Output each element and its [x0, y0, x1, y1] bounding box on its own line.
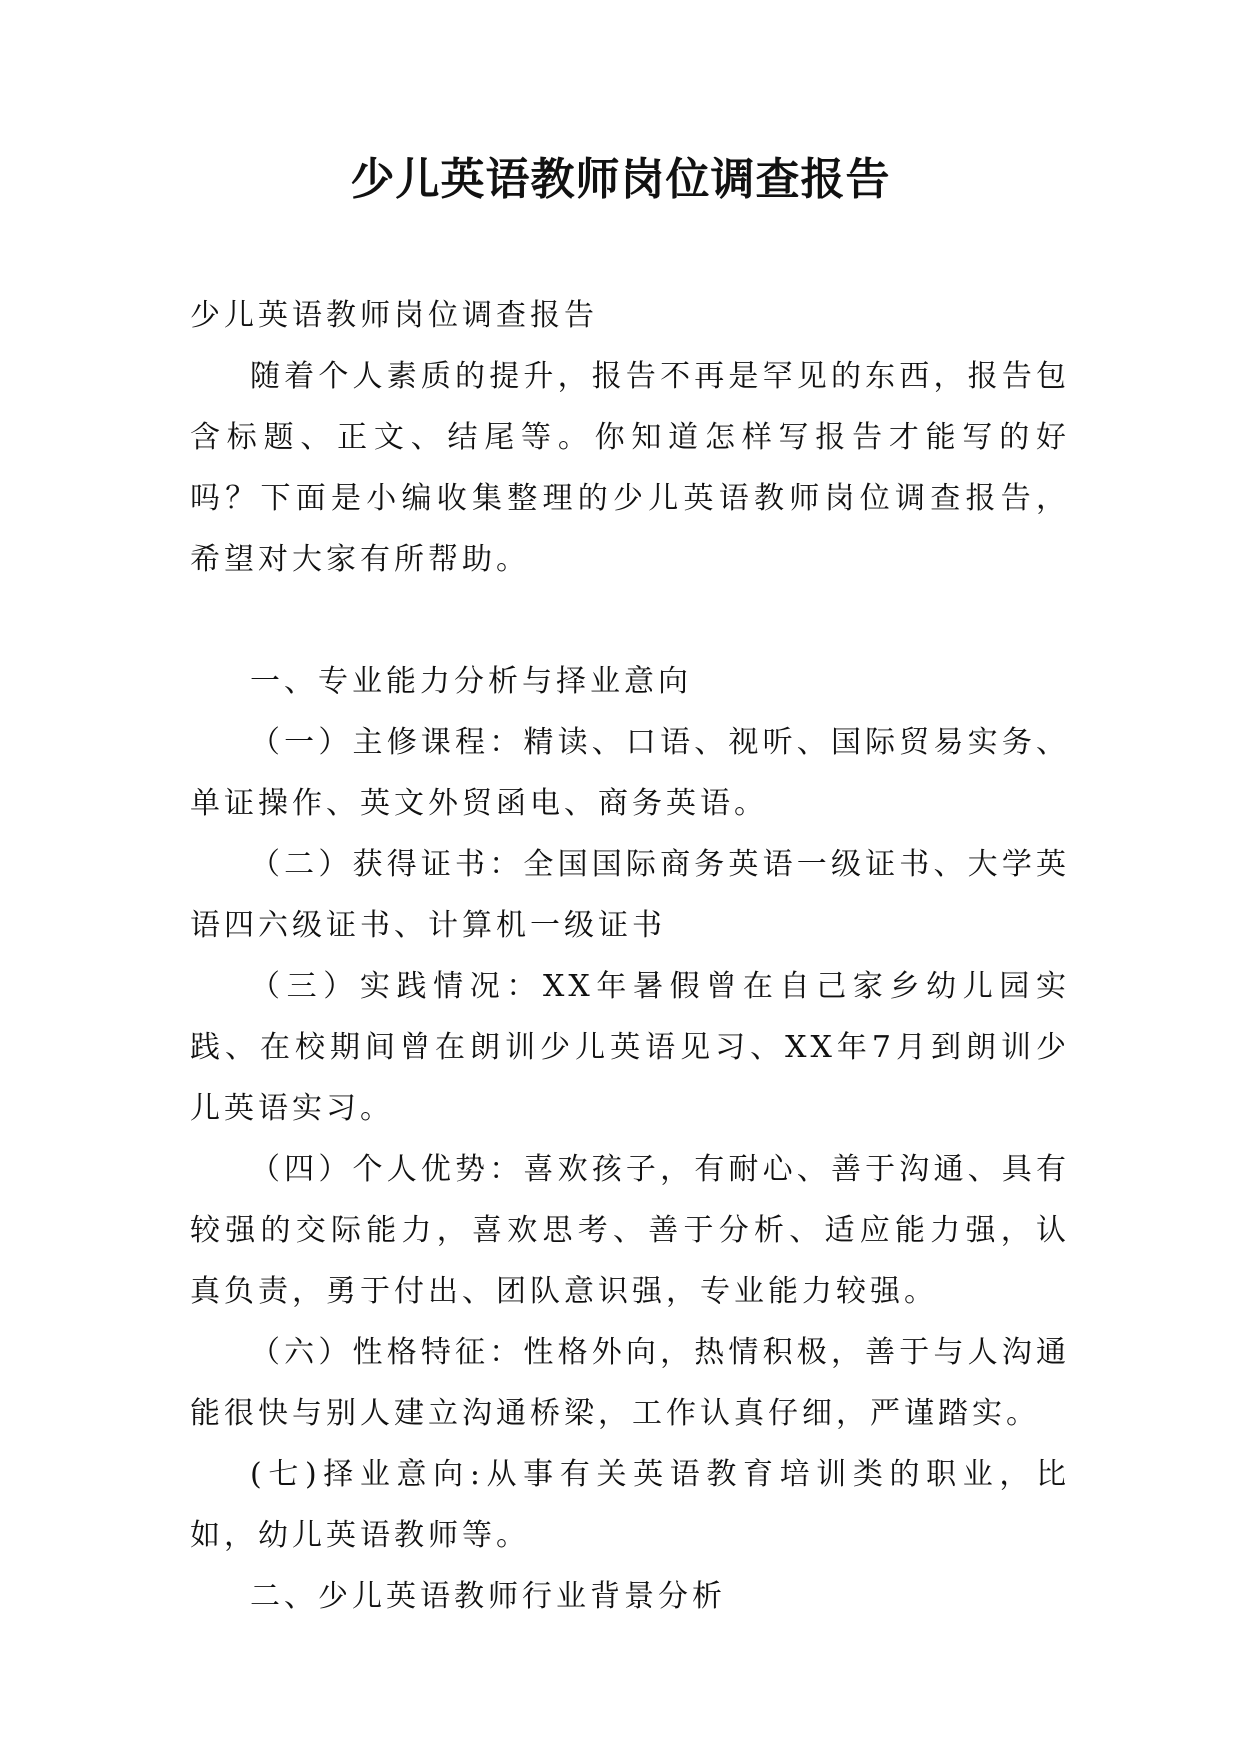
list-item-strengths: （四）个人优势：喜欢孩子，有耐心、善于沟通、具有较强的交际能力，喜欢思考、善于分析、适应能力强，认真负责，勇于付出、团队意识强，专业能力较强。 — [190, 1152, 1070, 1309]
document-title: 少儿英语教师岗位调查报告 — [350, 154, 891, 205]
intro-paragraph: 随着个人素质的提升，报告不再是罕见的东西，报告包含标题、正文、结尾等。你知道怎样写报告才能写的好吗？下面是小编收集整理的少儿英语教师岗位调查报告，希望对大家有所帮助。 — [190, 359, 1070, 577]
list-item-practice: （三）实践情况：XX年暑假曾在自己家乡幼儿园实践、在校期间曾在朗训少儿英语见习、XX年7月到朗训少儿英语实习。 — [190, 969, 1070, 1126]
list-item-courses: （一）主修课程：精读、口语、视听、国际贸易实务、单证操作、英文外贸函电、商务英语。 — [190, 725, 1070, 821]
document-subtitle: 少儿英语教师岗位调查报告 — [190, 298, 598, 333]
list-item-certificates: （二）获得证书：全国国际商务英语一级证书、大学英语四六级证书、计算机一级证书 — [190, 847, 1070, 943]
section-heading-1: 一、专业能力分析与择业意向 — [250, 664, 692, 699]
paragraph-spacer — [190, 590, 1070, 651]
list-item-personality: （六）性格特征：性格外向，热情积极，善于与人沟通能很快与别人建立沟通桥梁，工作认真仔细，严谨踏实。 — [190, 1335, 1070, 1431]
section-heading-2: 二、少儿英语教师行业背景分析 — [250, 1579, 726, 1614]
list-item-career-intent: (七)择业意向:从事有关英语教育培训类的职业，比如，幼儿英语教师等。 — [190, 1457, 1070, 1553]
document-body — [190, 285, 1070, 1627]
